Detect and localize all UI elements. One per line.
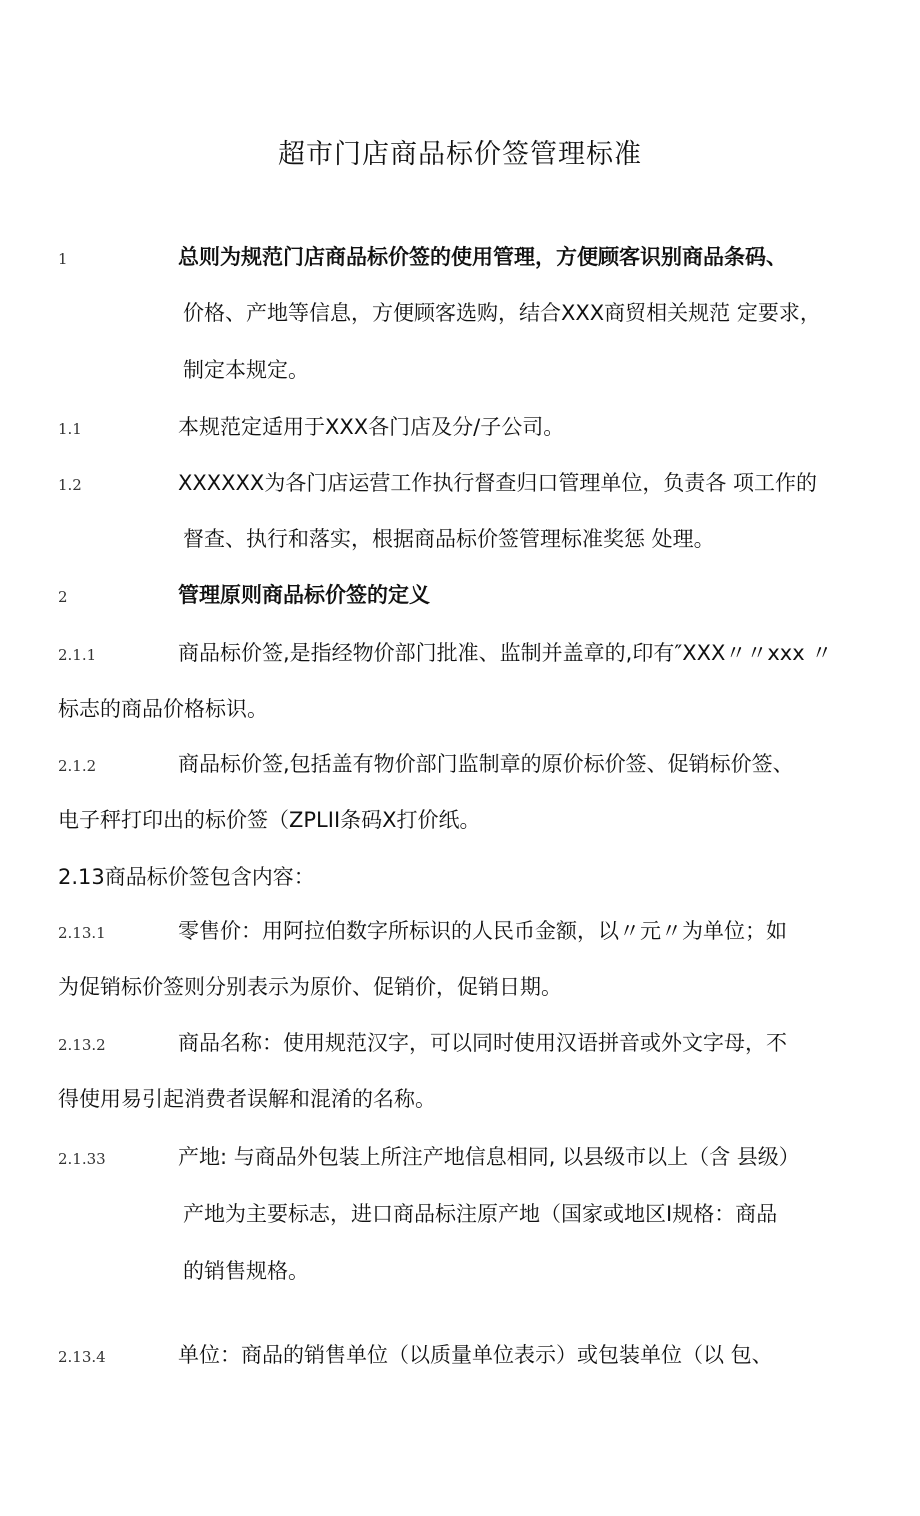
section-text-line: 零售价：用阿拉伯数字所标识的人民币金额，以〃元〃为单位；如 — [178, 919, 787, 943]
section-text-line: 商品名称：使用规范汉字，可以同时使用汉语拼音或外文字母，不 — [178, 1031, 787, 1055]
section-text-line: 得使用易引起消费者误解和混淆的名称。 — [58, 1087, 436, 1111]
section-text-line: 商品标价签,包括盖有物价部门监制章的原价标价签、促销标价签、 — [178, 752, 794, 776]
page-title: 超市门店商品标价签管理标准 — [278, 139, 642, 170]
section-number: 2.13.4 — [58, 1348, 106, 1366]
section-text-line: 为促销标价签则分别表示为原价、促销价，促销日期。 — [58, 975, 562, 999]
section-number: 1.1 — [58, 420, 82, 438]
section-text-line: 产地为主要标志，进口商品标注原产地（国家或地区I规格：商品 — [183, 1202, 778, 1226]
section-number: 2.1.1 — [58, 646, 97, 664]
section-text-line: 标志的商品价格标识。 — [58, 697, 268, 721]
section-text-line: 电子秤打印出的标价签（ZPLII条码X打价纸。 — [58, 808, 481, 832]
section-text-line: 产地: 与商品外包装上所注产地信息相同, 以县级市以上（含 县级） — [178, 1145, 800, 1169]
section-text-line: 督查、执行和落实，根据商品标价签管理标准奖惩 处理。 — [183, 527, 715, 551]
section-number: 1 — [58, 250, 68, 268]
section-heading: 管理原则商品标价签的定义 — [178, 583, 430, 607]
section-number: 2 — [58, 588, 68, 606]
section-text-line: 价格、产地等信息，方便顾客选购，结合XXX商贸相关规范 定要求， — [183, 301, 821, 325]
section-text-line: 商品标价签,是指经物价部门批准、监制并盖章的,印有″XXX〃〃xxx 〃 — [178, 641, 833, 665]
section-number: 2.1.33 — [58, 1150, 106, 1168]
section-number: 2.13.2 — [58, 1036, 106, 1054]
section-text-line: 制定本规定。 — [183, 358, 309, 382]
section-heading: 2.13商品标价签包含内容： — [58, 865, 315, 889]
section-text-line: 的销售规格。 — [183, 1259, 309, 1283]
section-text-line: 单位：商品的销售单位（以质量单位表示）或包装单位（以 包、 — [178, 1343, 773, 1367]
section-number: 2.13.1 — [58, 924, 106, 942]
section-text-line: 本规范定适用于XXX各门店及分/子公司。 — [178, 415, 565, 439]
section-number: 2.1.2 — [58, 757, 97, 775]
section-number: 1.2 — [58, 476, 82, 494]
section-text-line: XXXXXX为各门店运营工作执行督查归口管理单位，负责各 项工作的 — [178, 471, 817, 495]
section-text-line: 总则为规范门店商品标价签的使用管理，方便顾客识别商品条码、 — [178, 245, 787, 269]
